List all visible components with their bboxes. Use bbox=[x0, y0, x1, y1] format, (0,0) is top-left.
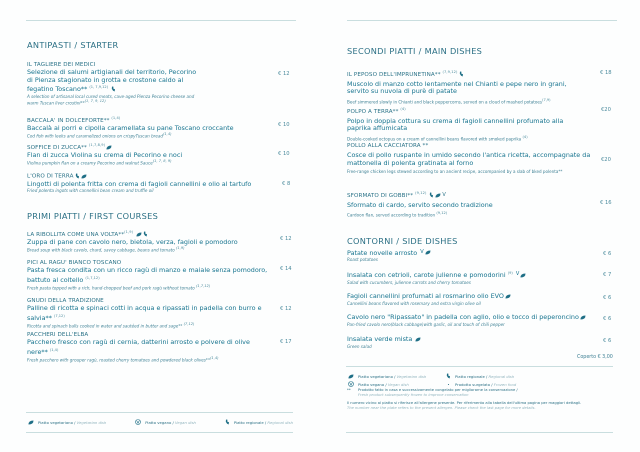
dish-peposo bbox=[347, 69, 607, 105]
dish-description-it: Sformato di cardo, servito secondo tradizione bbox=[347, 200, 493, 209]
dish-description-it: Cosce di pollo ruspante in umido secondo l'antica ricetta, accompagnate da mattonella di polenta gratinata al forno bbox=[347, 151, 591, 167]
dish-price: € 14 bbox=[280, 266, 292, 272]
section-title-secondi: SECONDI PIATTI / MAIN DISHES bbox=[347, 46, 483, 56]
section-title-primi: PRIMI PIATTI / FIRST COURSES bbox=[27, 211, 159, 221]
dish-price: € 10 bbox=[278, 151, 290, 157]
side-price: € 6 bbox=[603, 295, 612, 301]
dish-name: SFORMATO DI GOBBI** $^{(9,12)}$ V bbox=[347, 191, 446, 199]
dish-description-en: Bread soup with black cavolo, chard, savoy cabbage, beans and tomato (1,9) bbox=[27, 246, 185, 253]
vegan-icon: V bbox=[442, 191, 446, 198]
dish-ribollita bbox=[27, 229, 277, 253]
side-insalata-cetrioli bbox=[347, 270, 597, 285]
side-description-en: Cannellini beans flavored with rosemary and extra virgin olive oil bbox=[347, 300, 481, 306]
vegan-icon bbox=[135, 419, 141, 425]
side-description-en: Roast potatoes bbox=[347, 257, 378, 263]
dish-description-en: Ricotta and spinach balls cooked in water and sautéed in butter and sage** (7,12) bbox=[27, 322, 195, 329]
dish-description-it: Lingotti di polenta fritta con crema di fagioli cannellini e olio al tartufo bbox=[27, 179, 252, 188]
vegetarian-icon bbox=[520, 273, 526, 278]
dish-name: PACCHERI DELL'ELBA bbox=[27, 332, 89, 338]
side-price: € 7 bbox=[603, 272, 612, 278]
dish-pici bbox=[27, 260, 272, 291]
dish-description-it: Selezione di salumi artigianali del territorio, Pecorino di Pienza stagionato in grotta e crostone caldo al fegatino Toscano** $^{(1, 7,9,12)}$ bbox=[27, 68, 197, 94]
dish-name: POLLO ALLA CACCIATORA ** bbox=[347, 143, 429, 149]
side-name: Insalata verde mista bbox=[347, 336, 597, 344]
side-price: € 6 bbox=[603, 316, 612, 322]
legend-row-1 bbox=[347, 373, 514, 379]
legend-double-star: ** Prodotto fatto in casa e successivamente congelato per migliorarne la conservazione / Fresh product subsequently frozen to improve conservation bbox=[347, 388, 518, 397]
side-description-en: Green salad bbox=[347, 343, 372, 349]
legend-divider-bottom bbox=[26, 432, 293, 433]
dish-gnudi bbox=[27, 298, 262, 329]
vegetarian-icon bbox=[415, 337, 421, 342]
vegan-icon: V bbox=[515, 271, 520, 278]
dish-price: €20 bbox=[601, 157, 611, 163]
dish-pollo-cacciatora bbox=[347, 143, 603, 174]
dish-description-it: Palline di ricotta e spinaci cotti in acqua e ripassati in padella con burro e salvia** $^{(7,12)}$ bbox=[27, 304, 262, 322]
dish-oro-di-terra bbox=[27, 173, 277, 193]
section-title-contorni: CONTORNI / SIDE DISHES bbox=[347, 236, 458, 246]
dish-description-en: Free-range chicken legs stewed according to an ancient recipe, accompanied by a slab of bked polenta** bbox=[347, 169, 563, 175]
section-title-antipasti: ANTIPASTI / STARTER bbox=[27, 40, 119, 50]
dish-price: € 12 bbox=[280, 306, 292, 312]
legend-regional: Piatto regionale / Regional dish bbox=[445, 373, 514, 379]
dish-soffice-di-zucca bbox=[27, 142, 277, 166]
dish-price: €20 bbox=[601, 107, 611, 113]
cover-charge: Coperto € 3,00 bbox=[577, 355, 613, 360]
legend-divider-top bbox=[346, 366, 613, 367]
dish-tagliere bbox=[27, 62, 197, 106]
dish-price: € 8 bbox=[282, 181, 291, 187]
top-divider bbox=[347, 20, 617, 21]
dish-description-it: Flan di zucca Violina su crema di Pecorino e noci bbox=[27, 150, 183, 159]
vegetarian-icon bbox=[348, 374, 354, 379]
dish-name: IL PEPOSO DELL'IMPRUNETINA** $^{(7,9,12)}$ bbox=[347, 69, 607, 79]
dish-name: LA RIBOLLITA COME UNA VOLTA**$^{(1,9)}$ bbox=[27, 229, 277, 239]
side-fagioli bbox=[347, 293, 597, 306]
legend-left bbox=[27, 419, 293, 425]
dish-name: L'ORO DI TERRA bbox=[27, 173, 277, 181]
dish-name: PICI AL RAGU' BIANCO TOSCANO bbox=[27, 260, 122, 266]
vegetarian-icon bbox=[28, 420, 34, 425]
vegetarian-icon bbox=[580, 315, 586, 320]
side-price: € 6 bbox=[603, 338, 612, 344]
side-price: € 6 bbox=[603, 251, 612, 257]
regional-icon bbox=[429, 192, 434, 198]
dish-description-it: Polpo in doppia cottura su crema di fagioli cannellini profumato alla paprika affumicata bbox=[347, 116, 564, 133]
vegetarian-icon bbox=[81, 174, 87, 179]
dish-description-it: Baccalà ai porri e cipolla caramellata su pane Toscano croccante bbox=[27, 123, 234, 132]
vegetarian-icon bbox=[435, 193, 441, 198]
regional-icon bbox=[143, 231, 148, 237]
side-patate bbox=[347, 249, 597, 263]
side-description-en: Salad with cucumbers, julienne carrots and cherry tomatoes bbox=[347, 279, 471, 285]
dish-price: € 10 bbox=[278, 122, 290, 128]
bullet-icon: • bbox=[447, 381, 450, 387]
dish-description-en: Beef simmered slowly in Chianti and black peppercorns, served on a cloud of mashed potatoes(7,9) bbox=[347, 98, 551, 105]
dish-price: € 12 bbox=[280, 236, 292, 242]
dish-description-en: Cod fish with leeks and caramelized onions on crispyTuscan bread(1,4) bbox=[27, 132, 172, 139]
dish-description-en: Fresh pasta topped with a rich, hand-chopped beef and pork ragù without tomato (1,7,12) bbox=[27, 284, 211, 291]
legend-vegan: Piatto vegano / Vegan dish bbox=[134, 419, 196, 425]
regional-icon bbox=[459, 71, 464, 77]
top-divider bbox=[26, 20, 296, 21]
menu-page-right bbox=[320, 0, 640, 452]
dish-name: IL TAGLIERE DEI MEDICI bbox=[27, 62, 96, 68]
dish-description-en: Fresh pacchero with grouper ragù, roasted cherry tomatoes and powdered black olives**(1,4) bbox=[27, 356, 219, 363]
dish-description-it: Zuppa di pane con cavolo nero, bietola, verza, fagioli e pomodoro bbox=[27, 237, 238, 246]
side-name: Fagioli cannellini profumati al rosmarino olio EVO bbox=[347, 293, 597, 301]
side-description-en: Pan-fried cavolo nero(black cabbage)with garlic, oil and touch of chili pepper bbox=[347, 321, 505, 327]
dish-description-en: Violina pumpkin flan on a creamy Pecorino and walnut Sauce(1, 7, 8, 9) bbox=[27, 159, 172, 166]
regional-icon bbox=[111, 86, 116, 92]
vegetarian-icon bbox=[136, 232, 142, 237]
regional-icon bbox=[446, 373, 451, 379]
dish-paccheri bbox=[27, 332, 252, 363]
dish-price: € 18 bbox=[600, 70, 612, 76]
allergen-note: Il numero vicino al piatto si riferisce all'allergene presente. Per riferimento alla tabella dell'ultima pagina per maggiori dettagli. The number near the plate refers to the present allergen. Please check the last page for more details. bbox=[347, 401, 582, 410]
legend-vegan: Piatto vegano / Vegan dish bbox=[347, 381, 439, 387]
vegan-icon bbox=[348, 381, 354, 387]
dish-name: BACCALA' IN DOLCEFORTE** $^{(1,4)}$ bbox=[27, 116, 121, 124]
side-name: Cavolo nero "Ripassato" in padella con aglio, olio e tocco di peperoncino bbox=[347, 314, 607, 322]
dish-baccala bbox=[27, 115, 277, 139]
dish-sformato-di-gobbi bbox=[347, 190, 597, 218]
legend-regional: Piatto regionale / Regional dish bbox=[224, 419, 293, 425]
allergen-codes: (1, 7,9,12) bbox=[89, 85, 109, 90]
dish-price: € 16 bbox=[600, 200, 612, 206]
legend-vegetarian: Piatto vegetariano / Vegetarian dish bbox=[347, 374, 439, 379]
vegetarian-icon bbox=[505, 294, 511, 299]
vegan-icon: V bbox=[420, 249, 424, 255]
side-cavolo-nero bbox=[347, 314, 607, 327]
legend-vegetarian: Piatto vegetariano / Vegetarian dish bbox=[27, 420, 106, 425]
side-name: Patate novelle arrosto V bbox=[347, 249, 597, 257]
dish-description-en: Fried polenta ingots with cannellini bean cream and truffle oil bbox=[27, 188, 154, 194]
regional-icon bbox=[225, 419, 230, 425]
vegetarian-icon bbox=[106, 145, 112, 150]
legend-frozen: • Prodotto surgelato / Frozen food bbox=[447, 381, 517, 387]
dish-description-it: Muscolo di manzo cotto lentamente nel Chianti e pepe nero in grani, servito su nuvola di purè di patate bbox=[347, 79, 567, 96]
dish-name: SOFFICE DI ZUCCA** $^{(1,7,8,9)}$ bbox=[27, 142, 277, 152]
dish-polpo bbox=[347, 106, 607, 142]
side-name: Insalata con cetrioli, carote julienne e pomodorini $^{(9)}$ V bbox=[347, 270, 597, 280]
legend-row-2 bbox=[347, 381, 516, 387]
dish-price: € 12 bbox=[278, 71, 290, 77]
vegetarian-icon bbox=[425, 250, 431, 255]
dish-name: POLPO A TERRA** $^{(4)}$ bbox=[347, 107, 406, 115]
legend-divider-top bbox=[26, 412, 293, 413]
dish-name: GNUDI DELLA TRADIZIONE bbox=[27, 298, 104, 304]
dish-description-it: Pasta fresca condita con un ricco ragù di manzo e maiale senza pomodoro, battuto al coltello $^{(1,7,12)}$ bbox=[27, 266, 268, 284]
legend-divider-bottom bbox=[346, 432, 613, 433]
dish-description-en: A selection of artisanal local cured meats, cave-aged Pienza Pecorino cheese and warm Tuscan liver crostini**(1, 7, 9, 12) bbox=[27, 93, 195, 106]
dish-description-en: Double-cooked octopus on a cream of cannellini beans flavored with smoked paprika (4) bbox=[347, 135, 528, 142]
side-insalata-verde bbox=[347, 336, 597, 349]
dish-description-en: Cardoon flan, served according to tradition (9,12) bbox=[347, 211, 448, 218]
dish-price: € 17 bbox=[280, 339, 292, 345]
regional-icon bbox=[75, 173, 80, 179]
dish-description-it: Pacchero fresco con ragù di cernia, datterini arrosto e polvere di olive nere** $^{(1,4)}$ bbox=[27, 338, 250, 356]
